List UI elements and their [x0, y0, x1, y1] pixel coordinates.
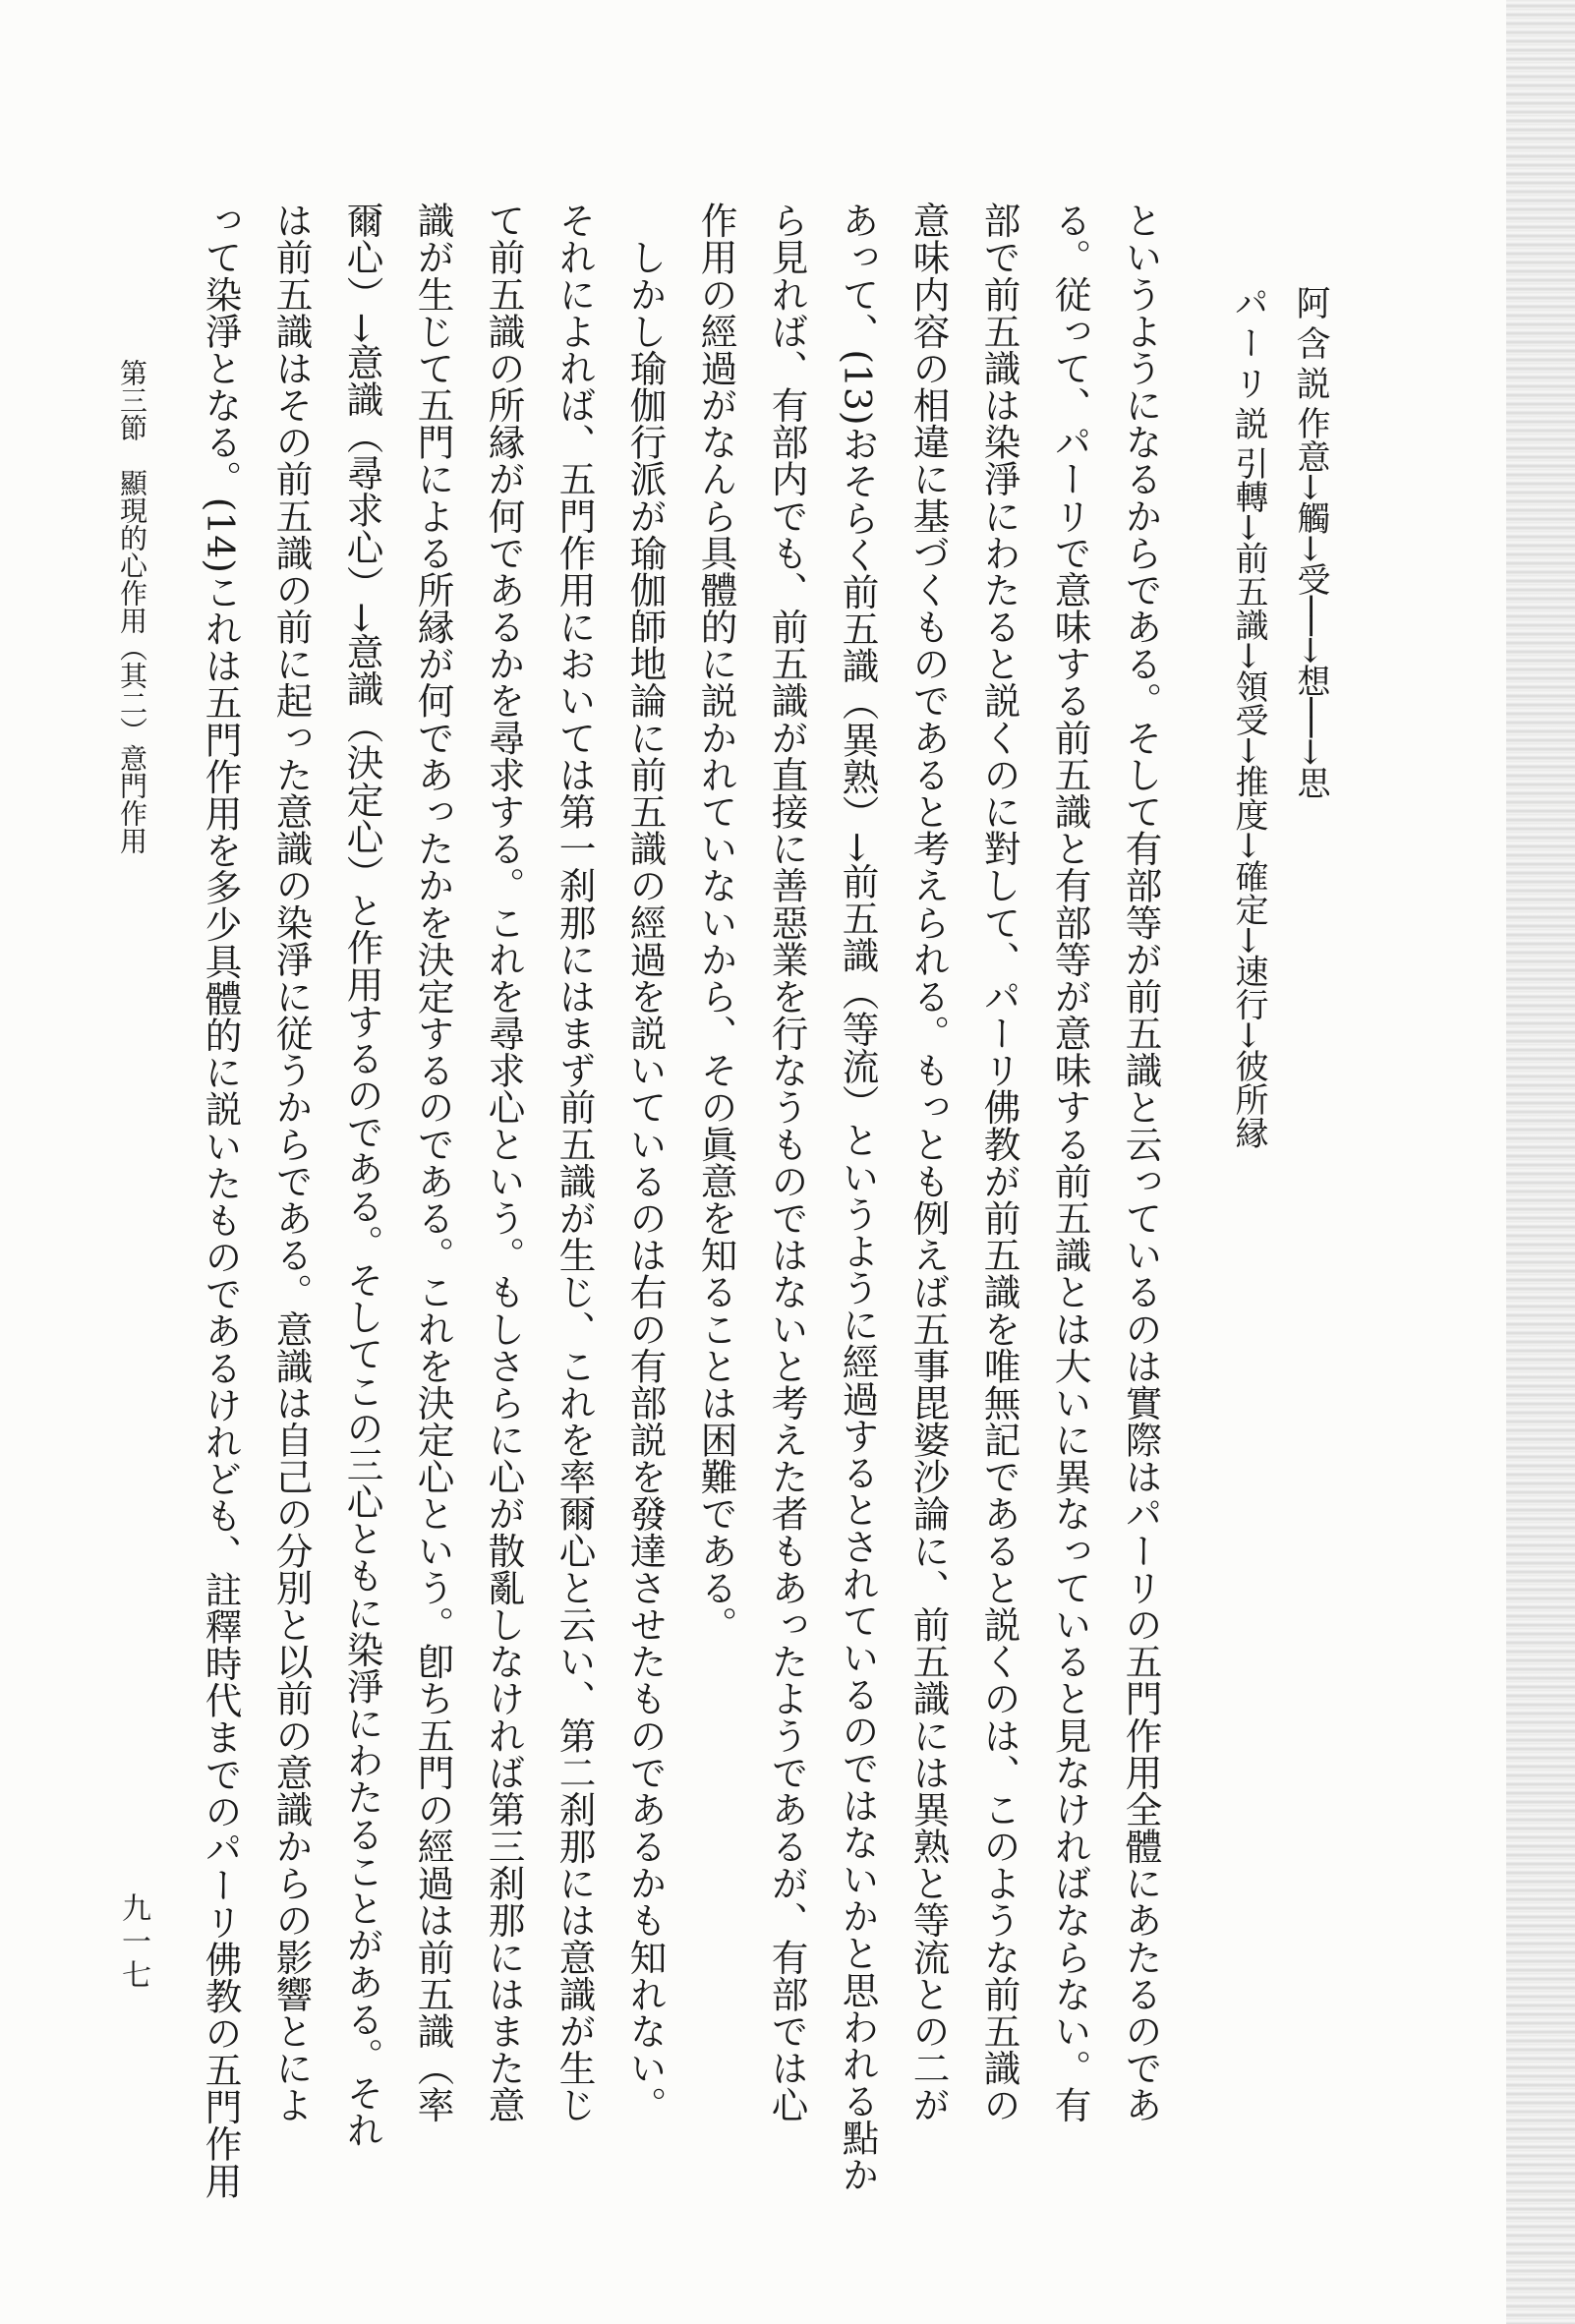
body-line-8: しかし瑜伽行派が瑜伽師地論に前五識の經過を説いているのは右の有部説を發達させたものであるかも知れない。 — [623, 202, 668, 2123]
body-line-2: る。従って、パーリで意味する前五識と有部等が意味する前五識とは大いに異なっていると見なければならない。有 — [1048, 202, 1092, 2123]
body-line-11: 識が生じて五門による所縁が何であったかを決定するのである。これを決定心という。卽ち五門の經過は前五識（率 — [411, 202, 455, 2123]
body-line-6: ら見れば、有部内でも、前五識が直接に善惡業を行なうものではないと考えた者もあったようであるが、有部では心 — [765, 202, 809, 2123]
pali-diagram-row — [1229, 285, 1268, 1149]
body-line-12: 爾心）→意識（尋求心）→意識（決定心）と作用するのである。そしてこの三心ともに染淨にわたることがある。それ — [340, 202, 384, 2149]
body-line-14: って染淨となる。(14)これは五門作用を多少具體的に説いたものであるけれども、註釋時代までのパーリ佛教の五門作用 — [199, 202, 243, 2199]
body-line-3: 部で前五識は染淨にわたると説くのに對して、パーリ佛教が前五識を唯無記であると説くのは、このような前五識の — [977, 202, 1021, 2123]
body-line-5: あって、(13)おそらく前五識（異熟）→前五識（等流）というように經過するとされているのではないかと思われる點か — [836, 202, 880, 2193]
body-line-13: は前五識はその前五識の前に起った意識の染淨に従うからである。意識は自己の分別と以前の意識からの影響とによ — [269, 202, 314, 2123]
body-line-4: 意味内容の相違に基づくものであると考えられる。もっとも例えば五事毘婆沙論に、前五識には異熟と等流との二が — [906, 202, 951, 2123]
agama-label: 阿含説 — [1291, 285, 1330, 406]
page-number: 九一七 — [116, 1892, 150, 1993]
body-line-7: 作用の經過がなんら具體的に説かれていないから、その眞意を知ることは困難である。 — [694, 202, 738, 1644]
body-line-9: それによれば、五門作用においては第一刹那にはまず前五識が生じ、これを率爾心と云い、第二刹那には意識が生じ — [553, 202, 597, 2123]
pali-label: パーリ説 — [1229, 285, 1268, 446]
scan-edge-shadow — [1506, 0, 1575, 2324]
agama-diagram-row — [1291, 285, 1330, 799]
body-line-1: というようになるからである。そして有部等が前五識と云っているのは實際はパーリの五門作用全體にあたるのであ — [1119, 202, 1163, 2123]
pali-sequence: 引轉→前五識→領受→推度→確定→速行→彼所縁 — [1229, 446, 1268, 1149]
agama-sequence: 作意→觸→受──→想──→思 — [1291, 406, 1330, 799]
body-line-10: て前五識の所縁が何であるかを尋求する。これを尋求心という。もしさらに心が散亂しなければ第三刹那にはまた意 — [482, 202, 526, 2123]
running-footer-section: 第三節 顯現的心作用（其二）意門作用 — [116, 359, 148, 854]
